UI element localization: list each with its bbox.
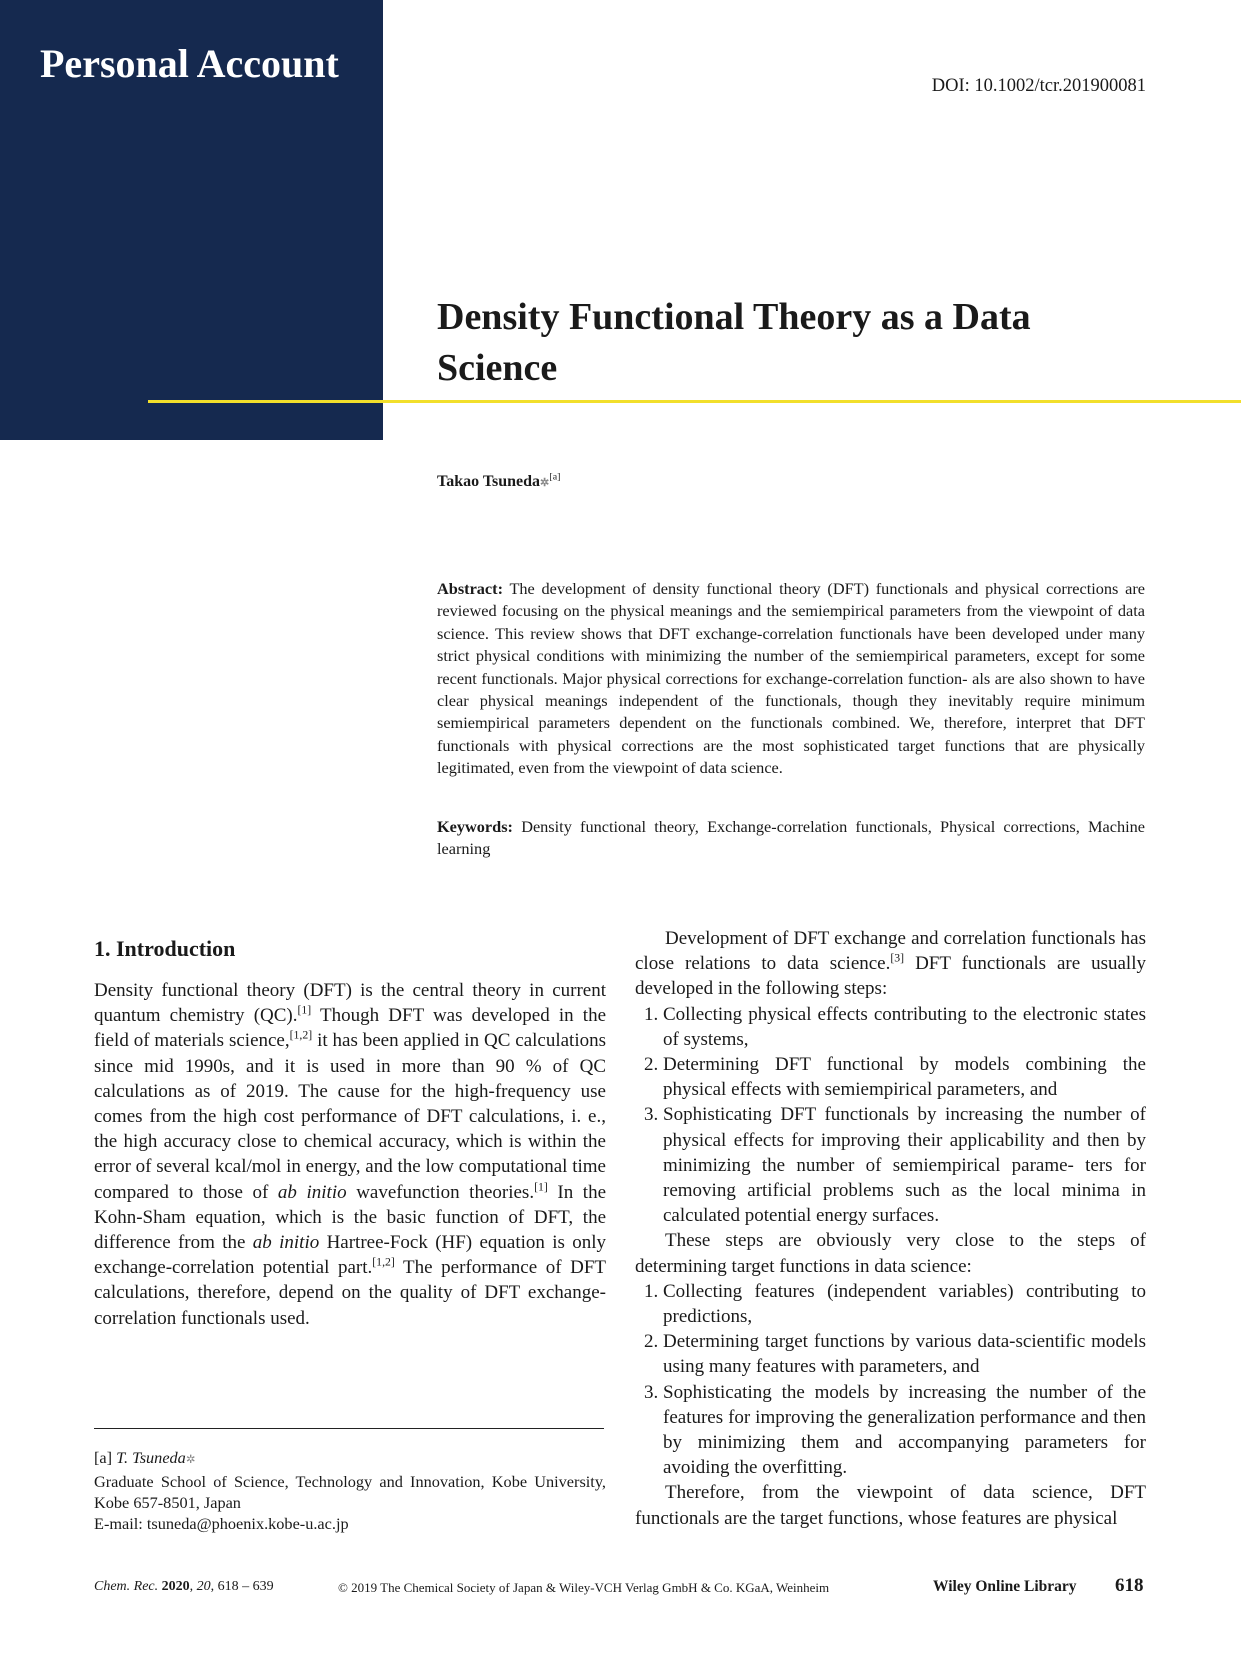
data-science-steps-list	[635, 1279, 1146, 1481]
intro-paragraph	[94, 978, 606, 1331]
citation-ref[interactable]: [1,2]	[372, 1255, 395, 1269]
list-item: 2. Determining DFT functional by models combining the physical effects with semiempirical parameters, and	[663, 1052, 1146, 1102]
page-number: 618	[1115, 1575, 1144, 1596]
body-paragraph: These steps are obviously very close to the steps of determining target functions in data science:	[635, 1230, 1146, 1277]
body-paragraph: Therefore, from the viewpoint of data science, DFT functionals are the target functions, whose features are physical	[635, 1482, 1146, 1529]
keywords-text: Density functional theory, Exchange-correlation functionals, Physical corrections, Machine learning	[437, 817, 1145, 859]
abstract-label: Abstract:	[437, 579, 504, 598]
wiley-online-library-link[interactable]: Wiley Online Library	[933, 1578, 1077, 1595]
keywords	[437, 816, 1145, 861]
text-run: it has been applied in QC calculations since mid 1990s, and it is used in more than 90 % of QC calculations as of 2019. The cause for the high-frequency use comes from the high cost performance of DFT calculations, i. e., the high accuracy close to chemical accuracy, which is within the error of several kcal/mol in energy, and the low computational time compared to those of	[94, 1030, 607, 1203]
citation-ref[interactable]: [1,2]	[289, 1029, 313, 1043]
author-name: Takao Tsuneda	[437, 473, 541, 490]
article-title: Density Functional Theory as a Data Science	[437, 296, 1031, 389]
corresponding-author-icon: ✲	[185, 1454, 196, 1466]
footnote-name-line	[94, 1447, 606, 1471]
footnote-divider	[94, 1428, 604, 1429]
abstract-text: The development of density functional theory (DFT) functionals and physical corrections are reviewed focusing on the physical meanings and the semiempirical parameters from the viewpoint of data science. This review shows that DFT exchange-correlation functionals have been developed under many strict physical conditions with minimizing the number of the semiempirical parameters, except for some recent functionals. Major physical corrections for exchange-correlation function- als are also shown to have clear physical meanings independent of the functionals, though they inevitably require minimum semiempirical parameters dependent on the functionals combined. We, therefore, interpret that DFT functionals with physical corrections are the most sophisticated target functions that are physically legitimated, even from the viewpoint of data science.	[437, 579, 1145, 778]
section-heading: 1. Introduction	[94, 936, 236, 961]
left-column	[94, 978, 606, 1331]
footer-pages: 618 – 639	[217, 1579, 274, 1594]
list-item: 1. Collecting features (independent variables) contributing to predictions,	[663, 1279, 1146, 1329]
footer-copyright: © 2019 The Chemical Society of Japan & Wiley-VCH Verlag GmbH & Co. KGaA, Weinheim	[338, 1580, 830, 1595]
affiliation-footnote	[94, 1447, 606, 1534]
list-item: 1. Collecting physical effects contributing to the electronic states of systems,	[663, 1002, 1146, 1052]
italic-term: ab initio	[252, 1232, 320, 1254]
list-item: 3. Sophisticating DFT functionals by increasing the number of physical effects for improving their applicability and then by minimizing the number of semiempirical parame- ters for removing artificial problems such as the local minima in calculated potential energy surfaces.	[663, 1102, 1146, 1228]
list-item: 2. Determining target functions by various data-scientific models using many features with parameters, and	[663, 1329, 1146, 1379]
dft-steps-list	[635, 1002, 1146, 1229]
author-line	[437, 473, 560, 491]
footer-journal: Chem. Rec.	[94, 1579, 159, 1594]
text-run: Density functional theory (DFT) is the central theory in current quantum chemistry (QC).	[94, 980, 606, 1027]
body-paragraph	[635, 926, 1146, 1002]
text-run: DFT functionals are usually developed in the following steps:	[635, 953, 1146, 1000]
text-run: The performance of DFT calculations, therefore, depend on the quality of DFT exchange-correlation functionals used.	[94, 1257, 606, 1329]
abstract	[437, 578, 1145, 780]
corresponding-author-icon: ✲	[540, 477, 550, 489]
italic-term: ab initio	[277, 1181, 347, 1203]
footnote-mark: [a]	[94, 1448, 113, 1467]
keywords-label: Keywords:	[437, 817, 513, 836]
citation-ref[interactable]: [3]	[890, 951, 905, 965]
citation-ref[interactable]: [1]	[534, 1180, 548, 1194]
footnote-email[interactable]: E-mail: tsuneda@phoenix.kobe-u.ac.jp	[94, 1514, 349, 1533]
journal-logo-line: RECORD	[1051, 353, 1199, 385]
text-run: In the Kohn-Sham equation, which is the basic function of DFT, the difference from the	[94, 1181, 606, 1254]
list-item: 3. Sophisticating the models by increasing the number of the features for improving the generalization performance and then by minimizing them and accompanying parameters for avoiding the overfitting.	[663, 1380, 1146, 1481]
footnote-author: T. Tsuneda	[116, 1448, 186, 1467]
text-run: Development of DFT exchange and correlation functionals has close relations to data science.	[635, 928, 1146, 975]
text-run: Hartree-Fock (HF) equation is only exchange-correlation potential part.	[94, 1232, 606, 1279]
right-column	[635, 926, 1146, 1531]
footer-year: 2020	[161, 1579, 190, 1594]
title-divider	[148, 400, 1241, 403]
footnote-affiliation: Graduate School of Science, Technology and Innovation, Kobe University, Kobe 657-8501, Japan	[94, 1472, 606, 1512]
journal-logo-line: CHEMICAL	[1007, 318, 1199, 350]
article-type-label: Personal Account	[40, 41, 339, 86]
affiliation-ref[interactable]: [a]	[549, 471, 561, 483]
text-run: wavefunction theories.	[346, 1181, 535, 1203]
journal-logo-line: THE	[1127, 283, 1199, 315]
footer-citation: Chem. Rec. 2020, 20, 618 – 639	[94, 1579, 274, 1594]
citation-ref[interactable]: [1]	[297, 1003, 312, 1017]
text-run: Though DFT was developed in the field of materials science,	[94, 1005, 606, 1052]
footer-volume: 20	[196, 1579, 211, 1594]
doi-link[interactable]: DOI: 10.1002/tcr.201900081	[931, 76, 1146, 96]
